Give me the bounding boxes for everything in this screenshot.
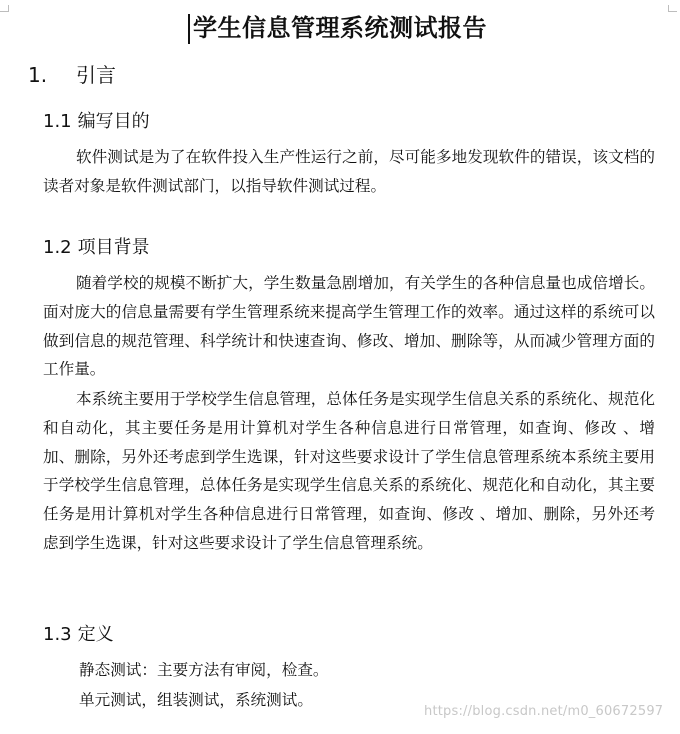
subsection-number: 1.3 [43,624,72,645]
subsection-title: 编写目的 [77,111,150,132]
paragraph-background-2[interactable]: 本系统主要用于学校学生信息管理，总体任务是实现学生信息关系的系统化、规范化和自动化，其主要任务是用计算机对学生各种信息进行日常管理，如查询、修改 、增加、删除，另外还考虑到学生选课，针对这些要求设计了学生信息管理系统本系统主要用于学校学生信息管理，总体任务是实现学生信息关系的系统化、规范化和自动化，其主要任务是用计算机对学生各种信息进行日常管理，如查询、修改 、增加、删除，另外还考虑到学生选课，针对这些要求设计了学生信息管理系统。 [43,390,655,552]
section-heading-intro[interactable] [28,60,116,90]
definition-line-1[interactable]: 静态测试：主要方法有审阅，检查。 [79,661,329,679]
document-title[interactable]: 学生信息管理系统测试报告 [193,14,487,42]
subsection-title: 定义 [77,624,114,645]
subsection-number: 1.1 [43,111,72,132]
watermark-url: https://blog.csdn.net/m0_60672597 [424,704,664,719]
text-cursor [188,14,190,44]
subsection-number: 1.2 [43,237,72,258]
paragraph-purpose[interactable]: 软件测试是为了在软件投入生产性运行之前，尽可能多地发现软件的错误，该文档的读者对象是软件测试部门，以指导软件测试过程。 [43,148,655,195]
subsection-title: 项目背景 [77,237,150,258]
paragraph-background-1[interactable]: 随着学校的规模不断扩大，学生数量急剧增加，有关学生的各种信息量也成倍增长。面对庞大的信息量需要有学生管理系统来提高学生管理工作的效率。通过这样的系统可以做到信息的规范管理、科学统计和快速查询、修改、增加、删除等，从而减少管理方面的工作量。 [43,274,655,379]
section-number: 1. [28,63,48,87]
section-title: 引言 [76,63,116,87]
definition-line-2[interactable]: 单元测试，组装测试，系统测试。 [79,691,313,709]
subsection-heading-background[interactable] [43,234,150,262]
subsection-heading-definitions[interactable] [43,621,114,649]
subsection-heading-purpose[interactable] [43,108,150,136]
